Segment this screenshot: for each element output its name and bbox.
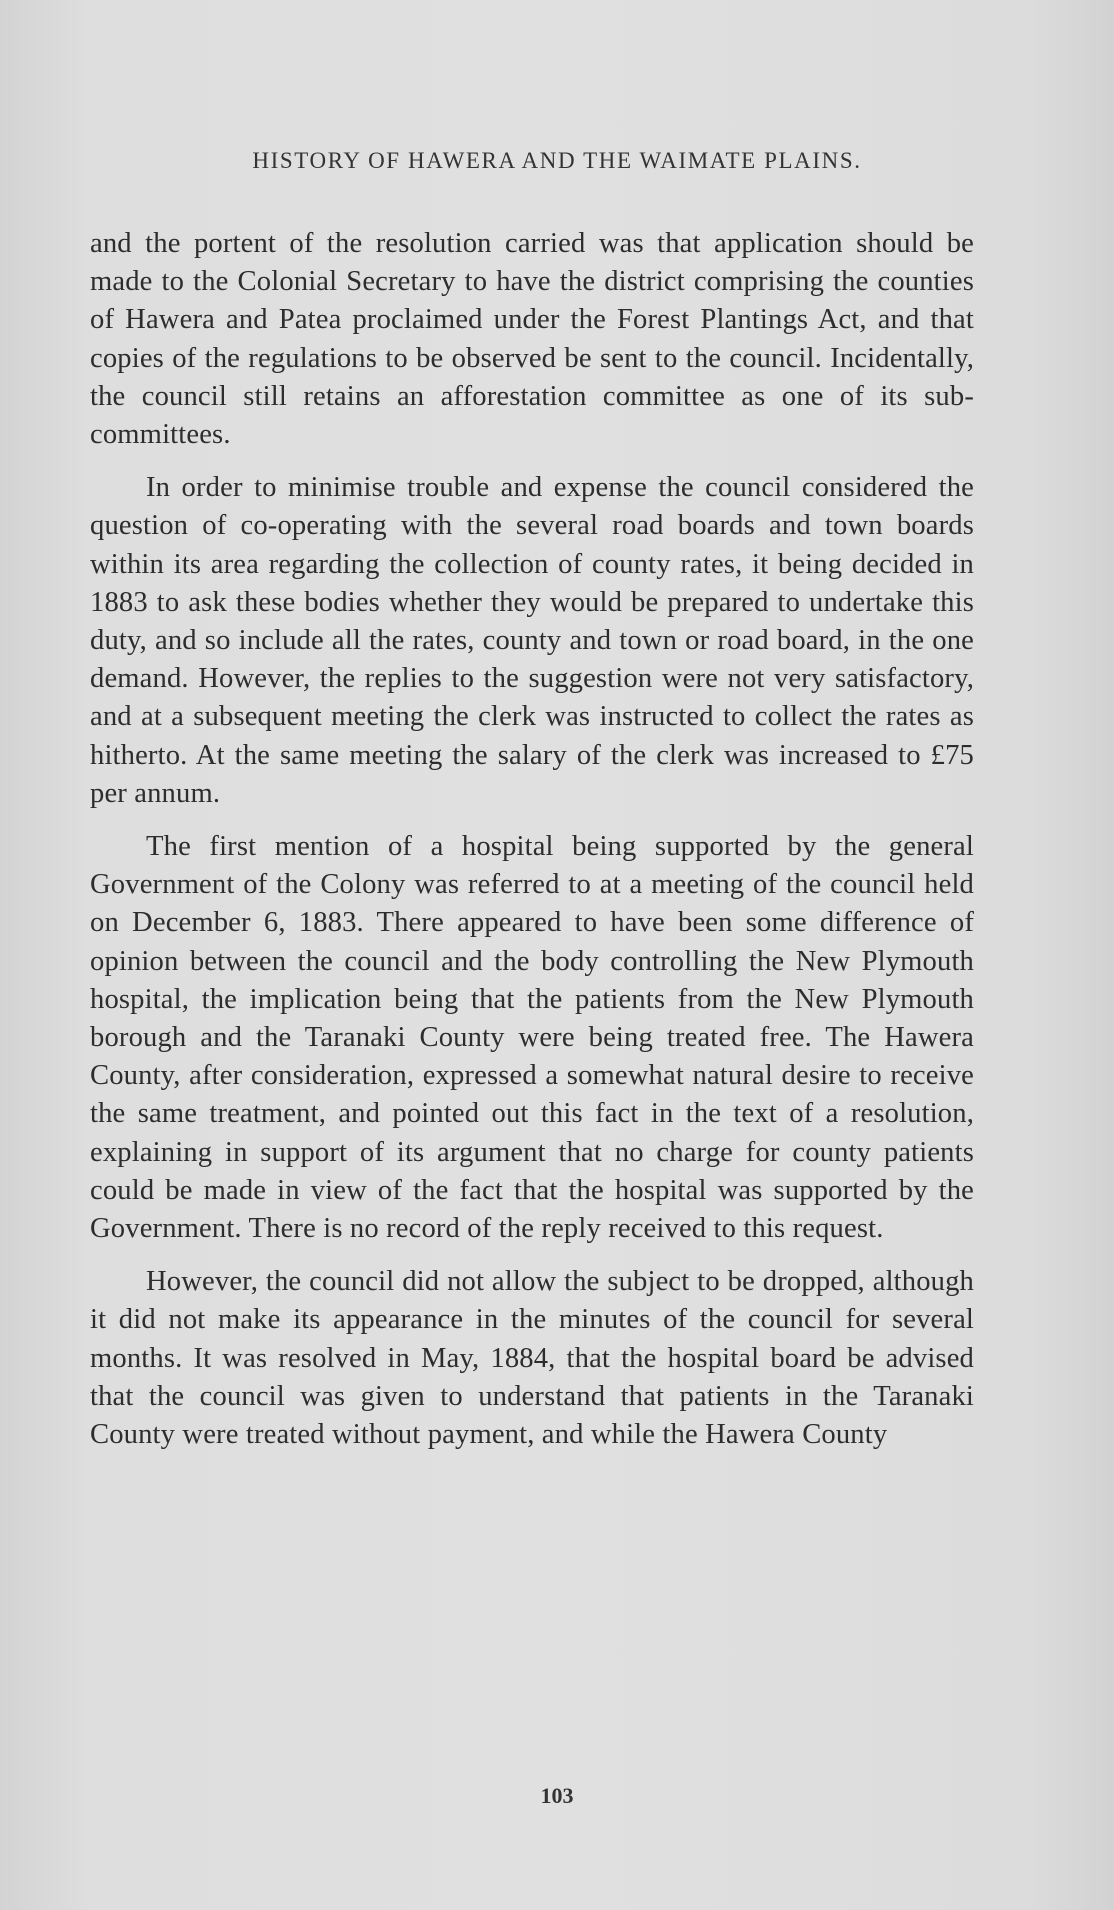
paragraph-continuation: and the portent of the resolution carried was that application should be made to the Colonial Secretary to have the district comprising the counties of Hawera and Patea proclaimed under the Forest Plantings Act, and that copies of the regulations to be observed be sent to the council. Incidentally, the council still retains an afforestation committee as one of its sub-committees.	[90, 228, 974, 451]
paragraph-hospital-followup: However, the council did not allow the subject to be dropped, although it did not make its appearance in the minutes of the council for several months. It was resolved in May, 1884, that the hospital board be advised that the council was given to understand that patients in the Taranaki County were treated without payment, and while the Hawera County	[90, 1266, 974, 1451]
paragraph-rates-collection: In order to minimise trouble and expense the council considered the question of co-operating with the several road boards and town boards within its area regarding the collection of county rates, it being decided in 1883 to ask these bodies whether they would be prepared to undertake this duty, and so include all the rates, county and town or road board, in the one demand. However, the replies to the suggestion were not very satisfactory, and at a subsequent meeting the clerk was instructed to collect the rates as hitherto. At the same meeting the salary of the clerk was increased to £75 per annum.	[90, 472, 974, 809]
running-head: HISTORY OF HAWERA AND THE WAIMATE PLAINS.	[252, 148, 862, 173]
body-text	[90, 225, 974, 1454]
page-number: 103	[540, 1783, 574, 1808]
paragraph-hospital-mention: The first mention of a hospital being supported by the general Government of the Colony was referred to at a meeting of the council held on December 6, 1883. There appeared to have been some difference of opinion between the council and the body controlling the New Plymouth hospital, the implication being that the patients from the New Plymouth borough and the Taranaki County were being treated free. The Hawera County, after consideration, expressed a somewhat natural desire to receive the same treatment, and pointed out this fact in the text of a resolution, explaining in support of its argument that no charge for county patients could be made in view of the fact that the hospital was supported by the Government. There is no record of the reply received to this request.	[90, 831, 974, 1245]
